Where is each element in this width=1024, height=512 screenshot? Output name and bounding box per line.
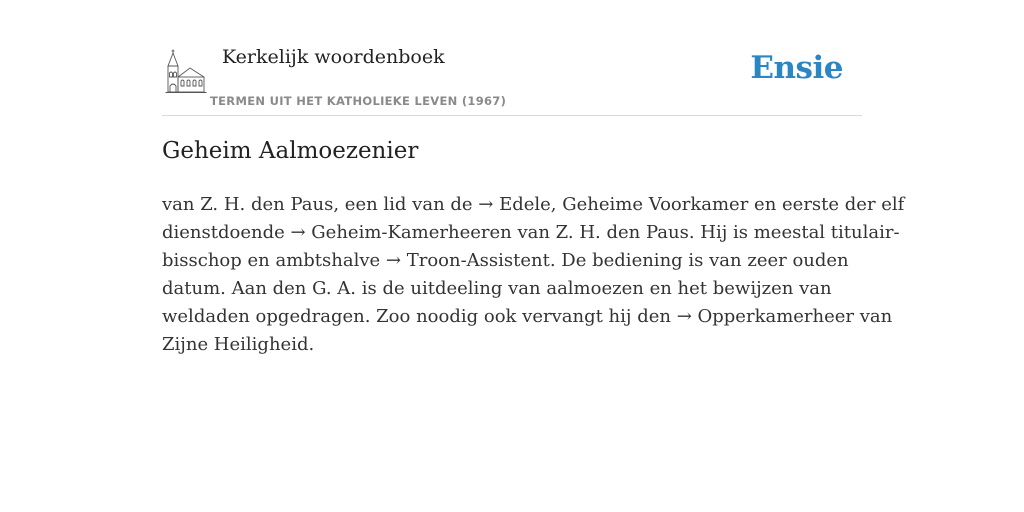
dictionary-title[interactable]: Kerkelijk woordenboek — [222, 46, 445, 68]
cross-reference-link[interactable]: → Edele, Geheime Voorkamer — [478, 194, 749, 215]
definition-text: en eerste der elf — [748, 194, 905, 215]
definition-text: weldaden opgedragen. Zoo noodig ook vervangt hij den — [162, 306, 677, 327]
definition-line — [162, 303, 893, 331]
definition-text: van Z. H. den Paus, een lid van de — [162, 194, 479, 215]
definition-line — [162, 219, 900, 247]
definition-text: . De bediening is van zeer ouden — [549, 250, 849, 271]
cross-reference-link[interactable]: → Geheim-Kamerheeren — [290, 222, 512, 243]
definition-text: dienstdoende — [162, 222, 291, 243]
definition-text: van Z. H. den Paus. Hij is meestal titulair- — [511, 222, 900, 243]
dictionary-subtitle: TERMEN UIT HET KATHOLIEKE LEVEN (1967) — [210, 94, 507, 108]
definition-line — [162, 275, 862, 303]
ensie-logo-link[interactable]: Ensie — [750, 50, 843, 86]
definition-line — [162, 191, 905, 219]
cross-reference-link[interactable]: → Opperkamerheer — [676, 306, 855, 327]
entry-title: Geheim Aalmoezenier — [162, 138, 419, 164]
definition-line — [162, 247, 862, 275]
definition-text: bisschop en ambtshalve — [162, 250, 386, 271]
definition-text: Zijne Heiligheid. — [162, 334, 315, 355]
cross-reference-link[interactable]: → Troon-Assistent — [385, 250, 550, 271]
definition-text: van — [854, 306, 893, 327]
definition-text: datum. Aan den G. A. is de uitdeeling van aalmoezen en het bewijzen van — [162, 278, 832, 299]
dictionary-header — [162, 40, 862, 116]
church-icon[interactable] — [165, 49, 207, 95]
entry-definition — [162, 191, 905, 359]
definition-line — [162, 331, 862, 359]
